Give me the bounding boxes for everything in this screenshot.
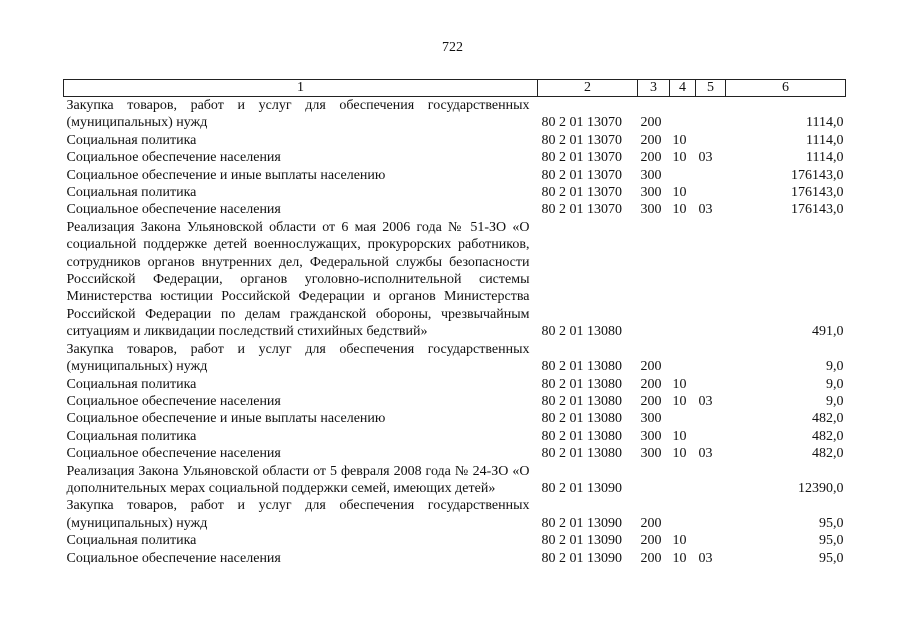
row-name-cell: Социальная политика bbox=[66, 428, 197, 444]
row-sum-cell: 482,0 bbox=[812, 411, 844, 427]
table-row bbox=[64, 132, 846, 149]
row-col4-cell bbox=[670, 219, 696, 341]
table-row bbox=[64, 428, 846, 445]
row-col3-cell: 200 bbox=[640, 393, 662, 409]
row-col5-cell bbox=[696, 341, 726, 376]
table-row bbox=[64, 167, 846, 184]
row-col5-cell bbox=[696, 376, 726, 393]
row-col3-cell: 200 bbox=[640, 150, 662, 166]
row-sum-cell: 9,0 bbox=[826, 393, 844, 409]
budget-table bbox=[63, 79, 846, 567]
table-row bbox=[64, 201, 846, 218]
row-col3-cell bbox=[638, 219, 670, 341]
row-col4-cell bbox=[670, 167, 696, 184]
row-col4-cell: 10 bbox=[672, 376, 687, 392]
column-header: 5 bbox=[696, 80, 726, 97]
row-col3-cell: 200 bbox=[640, 550, 662, 566]
row-code-cell: 80 2 01 13090 bbox=[541, 533, 622, 549]
row-sum-cell: 95,0 bbox=[819, 533, 844, 549]
row-name-cell: Социальное обеспечение и иные выплаты населению bbox=[66, 411, 386, 427]
row-col5-cell bbox=[696, 132, 726, 149]
row-col5-cell: 03 bbox=[698, 150, 713, 166]
row-col5-cell: 03 bbox=[698, 202, 713, 218]
row-code-cell: 80 2 01 13080 bbox=[541, 359, 622, 375]
table-row bbox=[64, 149, 846, 166]
row-sum-cell: 9,0 bbox=[826, 359, 844, 375]
row-code-cell: 80 2 01 13080 bbox=[541, 428, 622, 444]
row-code-cell: 80 2 01 13070 bbox=[541, 115, 622, 131]
row-code-cell: 80 2 01 13080 bbox=[541, 324, 622, 340]
row-name-cell: Социальное обеспечение населения bbox=[66, 446, 281, 462]
row-name-cell: Реализация Закона Ульяновской области от 5 февраля 2008 года № 24-ЗО «О дополнительных мерах социальной поддержки семей, имеющих детей» bbox=[66, 463, 530, 496]
row-code-cell: 80 2 01 13070 bbox=[541, 150, 622, 166]
row-col3-cell bbox=[638, 463, 670, 498]
row-col5-cell bbox=[696, 428, 726, 445]
row-col5-cell: 03 bbox=[698, 393, 713, 409]
column-header: 2 bbox=[538, 80, 638, 97]
row-sum-cell: 1114,0 bbox=[806, 150, 844, 166]
table-row bbox=[64, 393, 846, 410]
row-col5-cell bbox=[696, 97, 726, 132]
row-col4-cell: 10 bbox=[672, 533, 687, 549]
row-name-cell: Социальная политика bbox=[66, 533, 197, 549]
row-sum-cell: 482,0 bbox=[812, 446, 844, 462]
row-col4-cell: 10 bbox=[672, 393, 687, 409]
table-row bbox=[64, 550, 846, 567]
table-row bbox=[64, 410, 846, 427]
row-code-cell: 80 2 01 13090 bbox=[541, 480, 622, 496]
row-sum-cell: 1114,0 bbox=[806, 132, 844, 148]
row-sum-cell: 176143,0 bbox=[791, 167, 844, 183]
row-col4-cell bbox=[670, 463, 696, 498]
row-sum-cell: 176143,0 bbox=[791, 202, 844, 218]
row-sum-cell: 95,0 bbox=[819, 515, 844, 531]
row-name-cell: Социальная политика bbox=[66, 185, 197, 201]
row-col3-cell: 300 bbox=[640, 202, 662, 218]
row-col5-cell bbox=[696, 219, 726, 341]
row-name-cell: Социальное обеспечение населения bbox=[66, 150, 281, 166]
row-col4-cell: 10 bbox=[672, 202, 687, 218]
column-header: 4 bbox=[670, 80, 696, 97]
row-sum-cell: 9,0 bbox=[826, 376, 844, 392]
row-col3-cell: 300 bbox=[640, 167, 662, 183]
row-sum-cell: 1114,0 bbox=[806, 115, 844, 131]
row-name-cell: Социальное обеспечение населения bbox=[66, 202, 281, 218]
row-name-cell: Реализация Закона Ульяновской области от 6 мая 2006 года № 51-ЗО «О социальной поддержке детей военнослужащих, прокурорских работников, сотрудников органов внутренних дел, Федеральной службы безопасности Российской Федерации, органов уголовно-исполнительной системы Министерства юстиции Российской Федерации и органов Министерства Российской Федерации по делам гражданской обороны, чрезвычайным ситуациям и ликвидации последствий стихийных бедствий» bbox=[66, 219, 530, 340]
row-name-cell: Социальное обеспечение населения bbox=[66, 550, 281, 566]
row-name-cell: Социальное обеспечение населения bbox=[66, 393, 281, 409]
row-col3-cell: 200 bbox=[640, 359, 662, 375]
row-code-cell: 80 2 01 13080 bbox=[541, 393, 622, 409]
row-sum-cell: 491,0 bbox=[812, 324, 844, 340]
row-name-cell: Социальная политика bbox=[66, 132, 197, 148]
row-name-cell: Социальная политика bbox=[66, 376, 197, 392]
row-col5-cell bbox=[696, 410, 726, 427]
column-header: 6 bbox=[726, 80, 846, 97]
row-name-cell: Социальное обеспечение и иные выплаты населению bbox=[66, 167, 386, 183]
row-col3-cell: 300 bbox=[640, 428, 662, 444]
row-col3-cell: 300 bbox=[640, 185, 662, 201]
row-col4-cell: 10 bbox=[672, 550, 687, 566]
row-code-cell: 80 2 01 13090 bbox=[541, 550, 622, 566]
header-row bbox=[64, 80, 846, 97]
row-col4-cell bbox=[670, 341, 696, 376]
table-row bbox=[64, 463, 846, 498]
row-col3-cell: 200 bbox=[640, 376, 662, 392]
row-code-cell: 80 2 01 13080 bbox=[541, 446, 622, 462]
row-code-cell: 80 2 01 13070 bbox=[541, 167, 622, 183]
table-row bbox=[64, 219, 846, 341]
row-code-cell: 80 2 01 13080 bbox=[541, 411, 622, 427]
row-col4-cell: 10 bbox=[672, 446, 687, 462]
row-col3-cell: 200 bbox=[640, 515, 662, 531]
table-header bbox=[64, 80, 846, 97]
table-row bbox=[64, 445, 846, 462]
row-col5-cell bbox=[696, 463, 726, 498]
page-number: 722 bbox=[442, 40, 463, 55]
row-sum-cell: 176143,0 bbox=[791, 185, 844, 201]
row-col3-cell: 300 bbox=[640, 411, 662, 427]
row-name-cell: Закупка товаров, работ и услуг для обеспечения государственных (муниципальных) нужд bbox=[66, 98, 530, 131]
row-name-cell: Закупка товаров, работ и услуг для обеспечения государственных (муниципальных) нужд bbox=[66, 341, 530, 375]
row-code-cell: 80 2 01 13080 bbox=[541, 376, 622, 392]
table-row bbox=[64, 497, 846, 532]
row-col3-cell: 200 bbox=[640, 533, 662, 549]
table-row bbox=[64, 97, 846, 132]
row-sum-cell: 482,0 bbox=[812, 428, 844, 444]
row-col5-cell: 03 bbox=[698, 446, 713, 462]
row-col4-cell: 10 bbox=[672, 185, 687, 201]
table-body bbox=[64, 97, 846, 567]
row-name-cell: Закупка товаров, работ и услуг для обеспечения государственных (муниципальных) нужд bbox=[66, 498, 530, 531]
row-col4-cell: 10 bbox=[672, 428, 687, 444]
row-col3-cell: 200 bbox=[640, 115, 662, 131]
row-col4-cell bbox=[670, 410, 696, 427]
row-col4-cell bbox=[670, 97, 696, 132]
row-code-cell: 80 2 01 13070 bbox=[541, 202, 622, 218]
row-code-cell: 80 2 01 13070 bbox=[541, 185, 622, 201]
row-sum-cell: 12390,0 bbox=[798, 480, 844, 496]
row-col4-cell: 10 bbox=[672, 150, 687, 166]
row-col4-cell bbox=[670, 497, 696, 532]
row-col5-cell bbox=[696, 184, 726, 201]
row-sum-cell: 95,0 bbox=[819, 550, 844, 566]
table-row bbox=[64, 376, 846, 393]
row-col4-cell: 10 bbox=[672, 132, 687, 148]
row-col5-cell bbox=[696, 497, 726, 532]
row-col3-cell: 200 bbox=[640, 132, 662, 148]
row-code-cell: 80 2 01 13070 bbox=[541, 132, 622, 148]
column-header: 1 bbox=[64, 80, 538, 97]
table-row bbox=[64, 532, 846, 549]
table-row bbox=[64, 341, 846, 376]
row-col5-cell bbox=[696, 167, 726, 184]
row-col5-cell bbox=[696, 532, 726, 549]
column-header: 3 bbox=[638, 80, 670, 97]
row-code-cell: 80 2 01 13090 bbox=[541, 515, 622, 531]
row-col5-cell: 03 bbox=[698, 550, 713, 566]
table-row bbox=[64, 184, 846, 201]
row-col3-cell: 300 bbox=[640, 446, 662, 462]
